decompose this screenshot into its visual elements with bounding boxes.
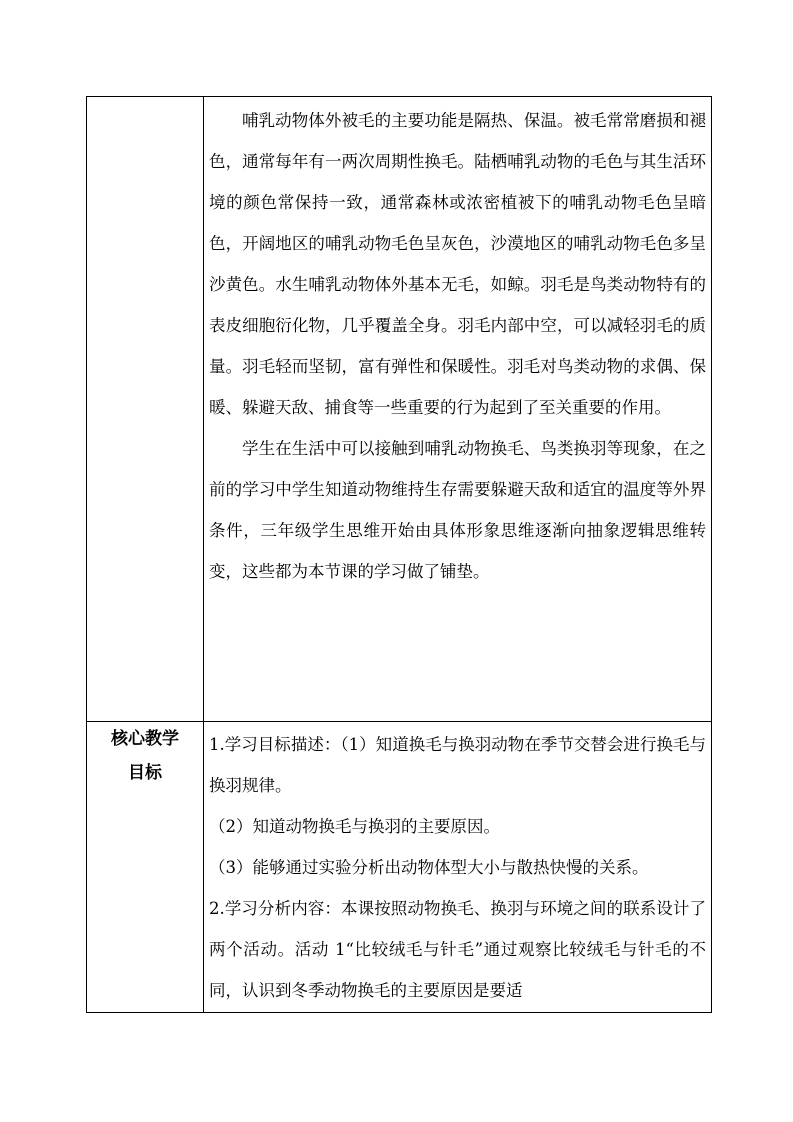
- label-line-1: 核心教学: [111, 729, 179, 749]
- paragraph-student-analysis: 学生在生活中可以接触到哺乳动物换毛、鸟类换羽等现象，在之前的学习中学生知道动物维持生存需要躲避天敌和适宜的温度等外界条件，三年级学生思维开始由具体形象思维逐渐向抽象逻辑思维转变，这些都为本节课的学习做了铺垫。: [209, 439, 706, 581]
- goal-item-1: 1.学习目标描述：（1）知道换毛与换羽动物在季节交替会进行换毛与换羽规律。: [209, 735, 706, 795]
- table-row-background: [87, 97, 712, 722]
- label-line-2: 目标: [128, 763, 162, 783]
- goal-item-4: 2.学习分析内容：本课按照动物换毛、换羽与环境之间的联系设计了两个活动。活动 1“比较绒毛与针毛”通过观察比较绒毛与针毛的不同，认识到冬季动物换毛的主要原因是要适: [209, 899, 706, 1000]
- goal-item-3: （3）能够通过实验分析出动物体型大小与散热快慢的关系。: [209, 858, 649, 877]
- lesson-plan-table: [86, 96, 712, 1013]
- row-label-empty: [87, 97, 204, 722]
- goal-item-2: （2）知道动物换毛与换羽的主要原因。: [209, 817, 500, 836]
- row-label-core-goals: [87, 722, 204, 1013]
- background-content-cell: [204, 97, 712, 722]
- core-goals-content-cell: [204, 722, 712, 1013]
- table-row-core-goals: [87, 722, 712, 1013]
- paragraph-animal-fur: 哺乳动物体外被毛的主要功能是隔热、保温。被毛常常磨损和褪色，通常每年有一两次周期性换毛。陆栖哺乳动物的毛色与其生活环境的颜色常保持一致，通常森林或浓密植被下的哺乳动物毛色呈暗色，开阔地区的哺乳动物毛色呈灰色，沙漠地区的哺乳动物毛色多呈沙黄色。水生哺乳动物体外基本无毛，如鲸。羽毛是鸟类动物特有的表皮细胞衍化物，几乎覆盖全身。羽毛内部中空，可以减轻羽毛的质量。羽毛轻而坚韧，富有弹性和保暖性。羽毛对鸟类动物的求偶、保暖、躲避天敌、捕食等一些重要的行为起到了至关重要的作用。: [209, 111, 706, 417]
